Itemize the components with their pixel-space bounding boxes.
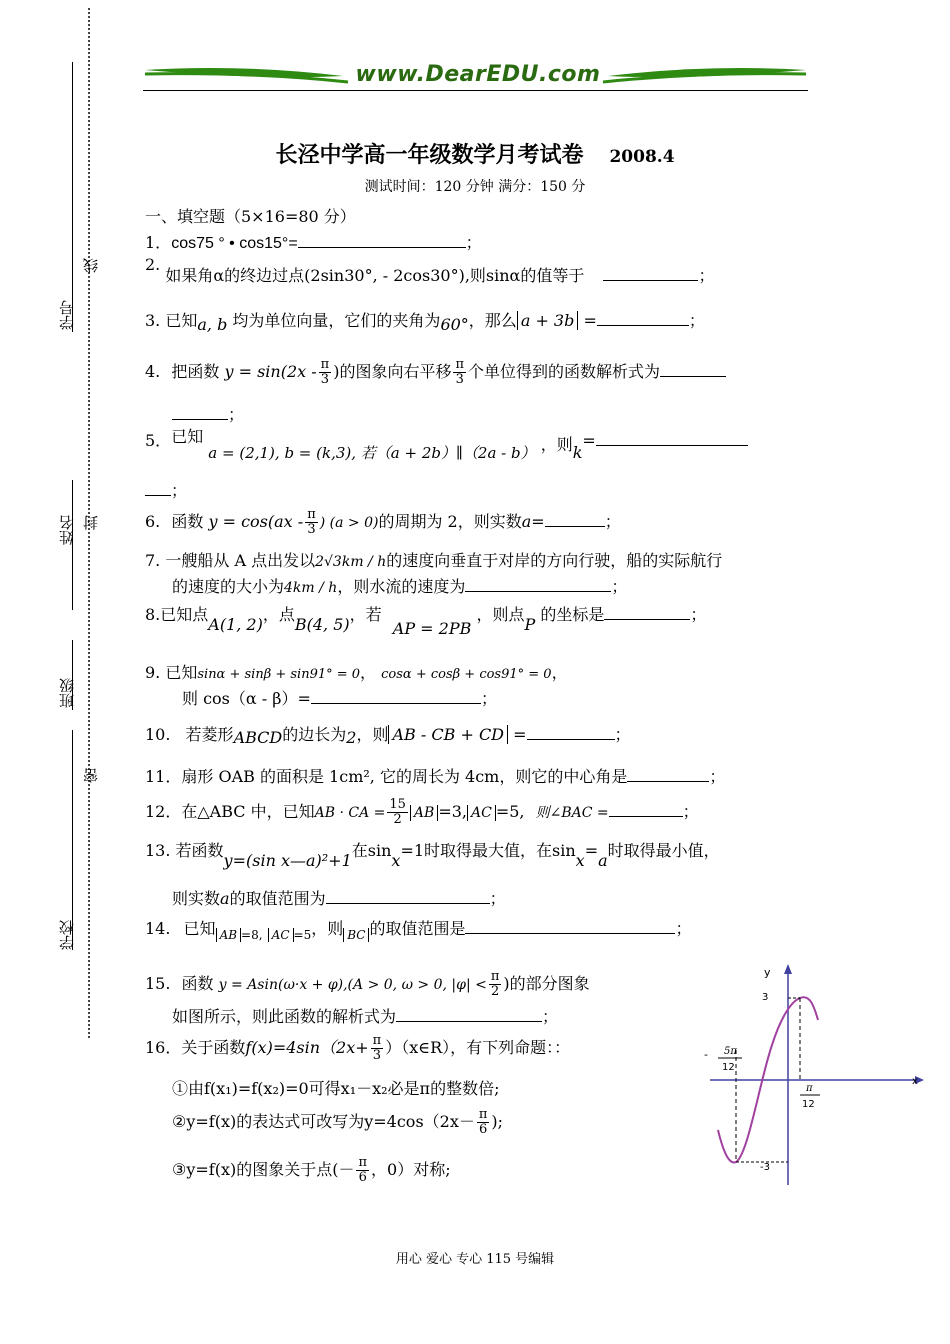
- question-13: 13. 若函数y=(sin x—a)²+1在sinx=1时取得最大值，在sinx=a时取得最小值，: [145, 841, 720, 870]
- binding-char-secret: 密: [82, 768, 100, 783]
- question-1: 1．cos75 ° • cos15°= ；: [145, 233, 482, 252]
- answer-blank[interactable]: [597, 311, 689, 326]
- x-left-numerator: 5π: [724, 1046, 737, 1057]
- question-11: 11．扇形 OAB 的面积是 1cm², 它的周长为 4cm，则它的中心角是 ；: [145, 767, 726, 786]
- page-footer: 用心 爱心 专心 115 号编辑: [395, 1252, 555, 1267]
- binding-char-line: 线: [82, 258, 100, 273]
- question-8: 8.已知点A(1, 2)，点B(4, 5)，若 AP = 2PB ，则点P 的坐标是 ；: [145, 605, 707, 638]
- answer-blank[interactable]: [660, 362, 726, 377]
- banner-site-name: www.DearEDU.com: [355, 62, 601, 87]
- binding-char-seal: 封: [82, 515, 100, 530]
- y-axis-label: y: [764, 966, 771, 979]
- section-heading: 一、填空题（5×16=80 分）: [145, 207, 356, 226]
- fraction: $\frac{\pi}{6}$: [358, 1155, 368, 1185]
- fraction: $\frac{\pi}{6}$: [478, 1107, 488, 1137]
- question-6: 6. 函数 y = cos(ax - $\frac{\pi}{3}$ ) (a > 0)的周期为 2，则实数a= ；: [145, 507, 621, 537]
- question-14: 14. 已知 $_{AB}$ $_{=8,}$ $_{AC}$ $_{=5}$，则 $_{BC}$ 的取值范围是 ；: [145, 919, 692, 942]
- fraction: $\frac{\pi}{2}$: [490, 969, 500, 999]
- answer-blank[interactable]: [465, 577, 611, 592]
- question-4: 4. 把函数 y = sin(2x - $\frac{\pi}{3}$ )的图象向右平移 $\frac{\pi}{3}$ 个单位得到的函数解析式为: [145, 358, 726, 387]
- answer-blank[interactable]: [603, 266, 698, 281]
- answer-blank[interactable]: [298, 233, 466, 248]
- answer-blank[interactable]: [609, 802, 683, 817]
- answer-blank[interactable]: [545, 512, 605, 527]
- question-7-cont: 的速度的大小为4km / h，则水流的速度为 ；: [172, 577, 628, 596]
- answer-blank[interactable]: [596, 431, 748, 446]
- binding-underline: [72, 62, 73, 332]
- question-4-cont: ；: [172, 402, 244, 425]
- header-banner: [143, 62, 808, 92]
- sine-graph-figure: [700, 960, 930, 1190]
- x-left-denominator: 12: [722, 1062, 735, 1073]
- fraction: $\frac{\pi}{3}$: [455, 357, 464, 387]
- fraction: $\frac{15}{2}$: [389, 797, 406, 827]
- question-2: 2. 如果角α的终边过点(2sin30°, - 2cos30°),则sinα的值等于 ；: [145, 255, 715, 285]
- question-9: 9. 已知sinα + sinβ + sin91° = 0， cosα + cosβ + cos91° = 0，: [145, 663, 568, 682]
- answer-blank[interactable]: [627, 767, 709, 782]
- title-main: 长泾中学高一年级数学月考试卷: [275, 142, 584, 168]
- answer-blank[interactable]: [311, 689, 481, 704]
- fraction: $\frac{\pi}{3}$: [372, 1033, 382, 1063]
- title-year: 2008.4: [609, 147, 675, 167]
- class-label: 班级: [58, 678, 76, 708]
- exam-info: 测试时间：120 分钟 满分：150 分: [364, 179, 586, 195]
- x-left-sign: -: [704, 1048, 708, 1061]
- question-13-cont: 则实数a的取值范围为 ；: [172, 889, 506, 908]
- question-12: 12．在△ABC 中，已知AB · CA = $\frac{15}{2}$ AB =3, AC =5, 则∠BAC = ；: [145, 797, 699, 827]
- answer-blank[interactable]: [145, 481, 171, 496]
- fraction: $\frac{\pi}{3}$: [320, 357, 330, 387]
- y-min-label: -3: [760, 1162, 770, 1173]
- question-15: 15. 函数 y = Asin(ω·x + φ),(A > 0, ω > 0, |φ| < $\frac{\pi}{2}$ )的部分图象: [145, 969, 590, 999]
- question-15-cont: 如图所示，则此函数的解析式为 ；: [172, 1007, 559, 1026]
- answer-blank[interactable]: [326, 889, 490, 904]
- y-axis-arrow-icon: [784, 964, 792, 974]
- question-16: 16．关于函数f(x)=4sin（2x+ $\frac{\pi}{3}$ ）（x∈R），有下列命题：：: [145, 1033, 571, 1063]
- fraction: $\frac{\pi}{3}$: [307, 507, 316, 537]
- question-3: 3. 已知a, b 均为单位向量，它们的夹角为60°，那么 a + 3b = ；: [145, 311, 705, 334]
- proposition-1: ①由f(x₁)=f(x₂)=0可得x₁－x₂必是π的整数倍;: [172, 1079, 500, 1098]
- binding-underline: [72, 480, 73, 610]
- question-5-cont: ；: [145, 478, 187, 501]
- name-label: 姓名: [58, 515, 76, 545]
- proposition-2: ②y=f(x)的表达式可改写为y=4cos（2x－ $\frac{\pi}{6}$ );: [172, 1107, 504, 1137]
- page-title: [0, 138, 950, 169]
- x-right-numerator: π: [806, 1083, 813, 1094]
- question-5: 5．已知 a = (2,1), b = (k,3), 若（a + 2b）∥（2a - b） ，则k=: [145, 428, 748, 451]
- x-right-denominator: 12: [802, 1099, 815, 1110]
- question-9-cont: 则 cos（α - β）= ；: [182, 689, 497, 708]
- answer-blank[interactable]: [604, 605, 690, 620]
- answer-blank[interactable]: [465, 919, 675, 934]
- y-max-label: 3: [762, 992, 769, 1003]
- header-rule: [143, 90, 808, 91]
- question-10: 10. 若菱形ABCD的边长为2，则 AB - CB + CD = ；: [145, 725, 631, 747]
- answer-blank[interactable]: [527, 725, 615, 740]
- student-id-label: 学号: [58, 300, 76, 330]
- answer-blank[interactable]: [396, 1007, 542, 1022]
- proposition-3: ③y=f(x)的图象关于点(－ $\frac{\pi}{6}$ ，0）对称;: [172, 1155, 451, 1185]
- answer-blank[interactable]: [172, 405, 228, 420]
- x-axis-label: x: [912, 1076, 918, 1087]
- question-7: 7. 一艘船从 A 点出发以2√3km / h的速度向垂直于对岸的方向行驶，船的实际航行: [145, 551, 723, 570]
- binding-underline: [72, 730, 73, 950]
- school-label: 学校: [58, 920, 76, 950]
